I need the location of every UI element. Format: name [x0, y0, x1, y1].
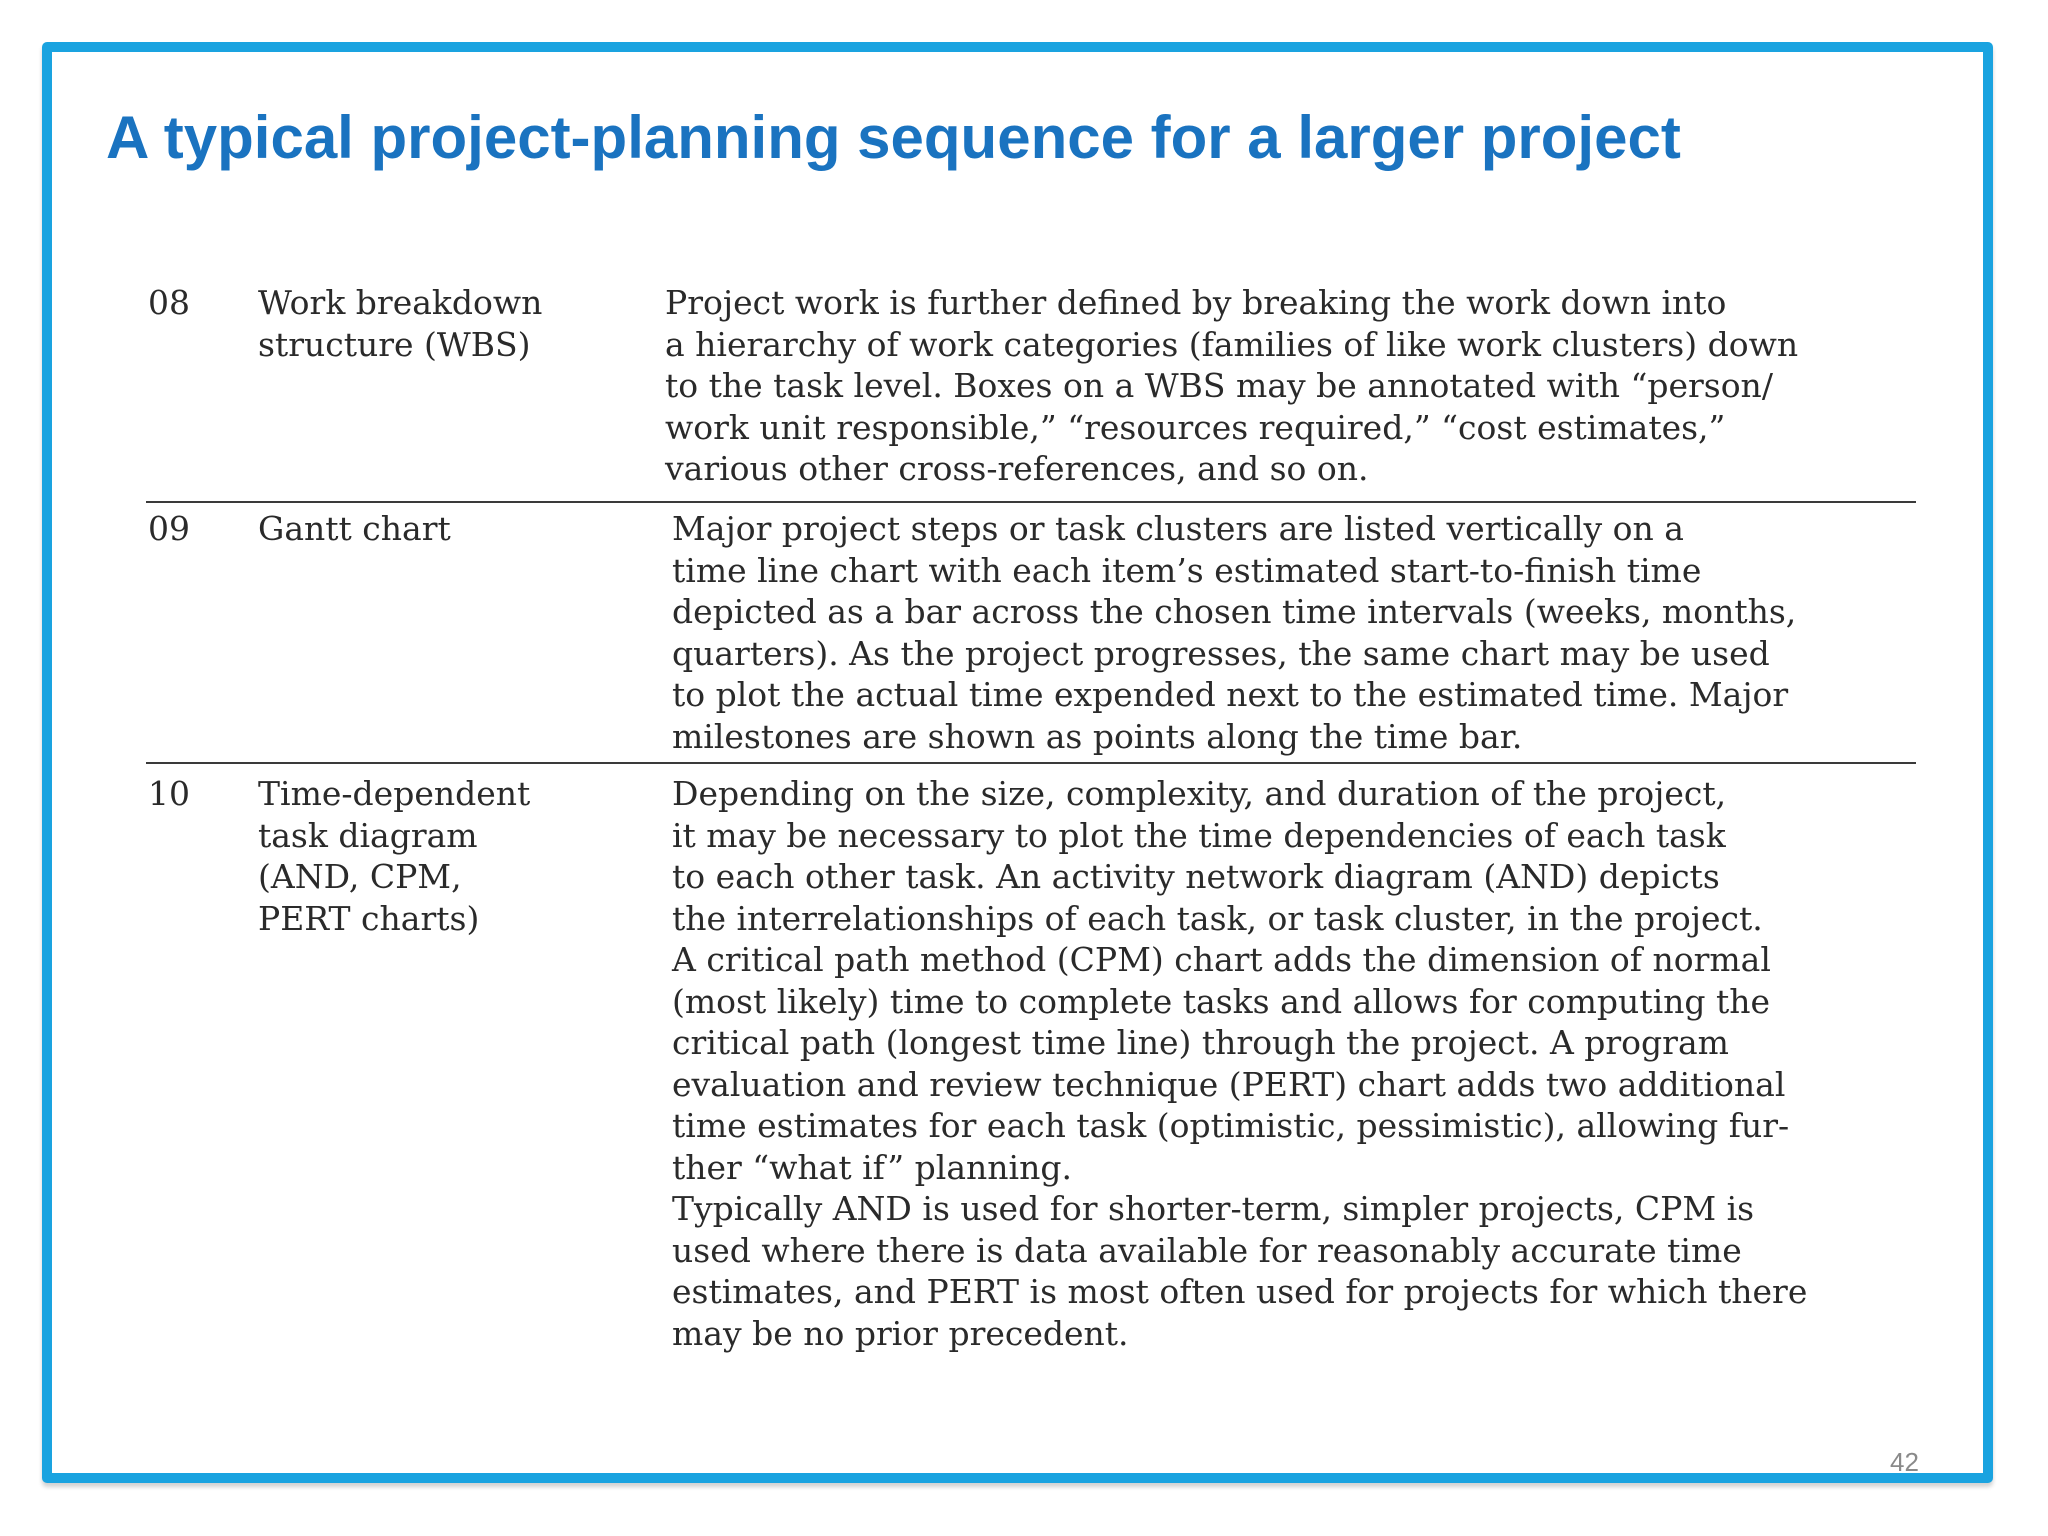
row-name-line: Time-dependent: [258, 774, 531, 813]
row-number: 10: [148, 774, 190, 813]
row-name-line: PERT charts): [258, 898, 480, 938]
row-divider: [146, 501, 1916, 503]
row-description-line: estimates, and PERT is most often used for projects for which there: [672, 1272, 1808, 1311]
row-description-line: may be no prior precedent.: [672, 1313, 1129, 1353]
row-description: [665, 282, 1915, 490]
row-description-line: to each other task. An activity network diagram (AND) depicts: [672, 857, 1720, 896]
page-number: 42: [1890, 1447, 1919, 1477]
row-name-line: structure (WBS): [258, 324, 531, 364]
row-description-line: to the task level. Boxes on a WBS may be annotated with “person/: [665, 366, 1773, 405]
row-name: [258, 773, 598, 939]
row-name-line: (AND, CPM,: [258, 857, 462, 896]
row-description-line: milestones are shown as points along the time bar.: [672, 716, 1523, 756]
row-description-line: work unit responsible,” “resources required,” “cost estimates,”: [665, 407, 1726, 447]
slide-title: A typical project-planning sequence for a larger project: [106, 104, 1681, 171]
row-description-line: Major project steps or task clusters are listed vertically on a: [672, 509, 1684, 548]
row-description-line: depicted as a bar across the chosen time intervals (weeks, months,: [672, 592, 1797, 631]
row-description-line: Typically AND is used for shorter-term, simpler projects, CPM is: [672, 1189, 1755, 1228]
row-number: 08: [148, 283, 190, 322]
row-divider: [146, 762, 1916, 764]
row-description-line: ther “what if” planning.: [672, 1147, 1072, 1187]
row-description-line: time estimates for each task (optimistic, pessimistic), allowing fur-: [672, 1106, 1790, 1145]
row-name-line: task diagram: [258, 815, 478, 855]
row-description: [672, 773, 1922, 1354]
row-description-line: various other cross-references, and so on.: [665, 449, 1369, 488]
row-description: [672, 508, 1922, 757]
row-description-line: used where there is data available for reasonably accurate time: [672, 1230, 1742, 1270]
row-description-line: Depending on the size, complexity, and duration of the project,: [672, 774, 1727, 813]
row-description-line: it may be necessary to plot the time dependencies of each task: [672, 815, 1726, 855]
row-description-line: evaluation and review technique (PERT) chart adds two additional: [672, 1064, 1786, 1104]
row-description-line: A critical path method (CPM) chart adds the dimension of normal: [672, 940, 1771, 979]
row-name: [258, 282, 598, 365]
row-name-line: Gantt chart: [258, 509, 451, 548]
row-description-line: to plot the actual time expended next to the estimated time. Major: [672, 675, 1789, 714]
row-description-line: the interrelationships of each task, or task cluster, in the project.: [672, 898, 1763, 938]
row-description-line: (most likely) time to complete tasks and allows for computing the: [672, 981, 1771, 1021]
row-name-line: Work breakdown: [258, 283, 543, 322]
row-description-line: a hierarchy of work categories (families of like work clusters) down: [665, 324, 1799, 364]
row-description-line: time line chart with each item’s estimated start-to-finish time: [672, 550, 1702, 590]
row-name: [258, 508, 598, 550]
row-description-line: critical path (longest time line) through the project. A program: [672, 1023, 1729, 1062]
row-description-line: quarters). As the project progresses, the same chart may be used: [672, 633, 1770, 673]
row-description-line: Project work is further defined by breaking the work down into: [665, 283, 1727, 322]
row-number: 09: [148, 509, 190, 548]
